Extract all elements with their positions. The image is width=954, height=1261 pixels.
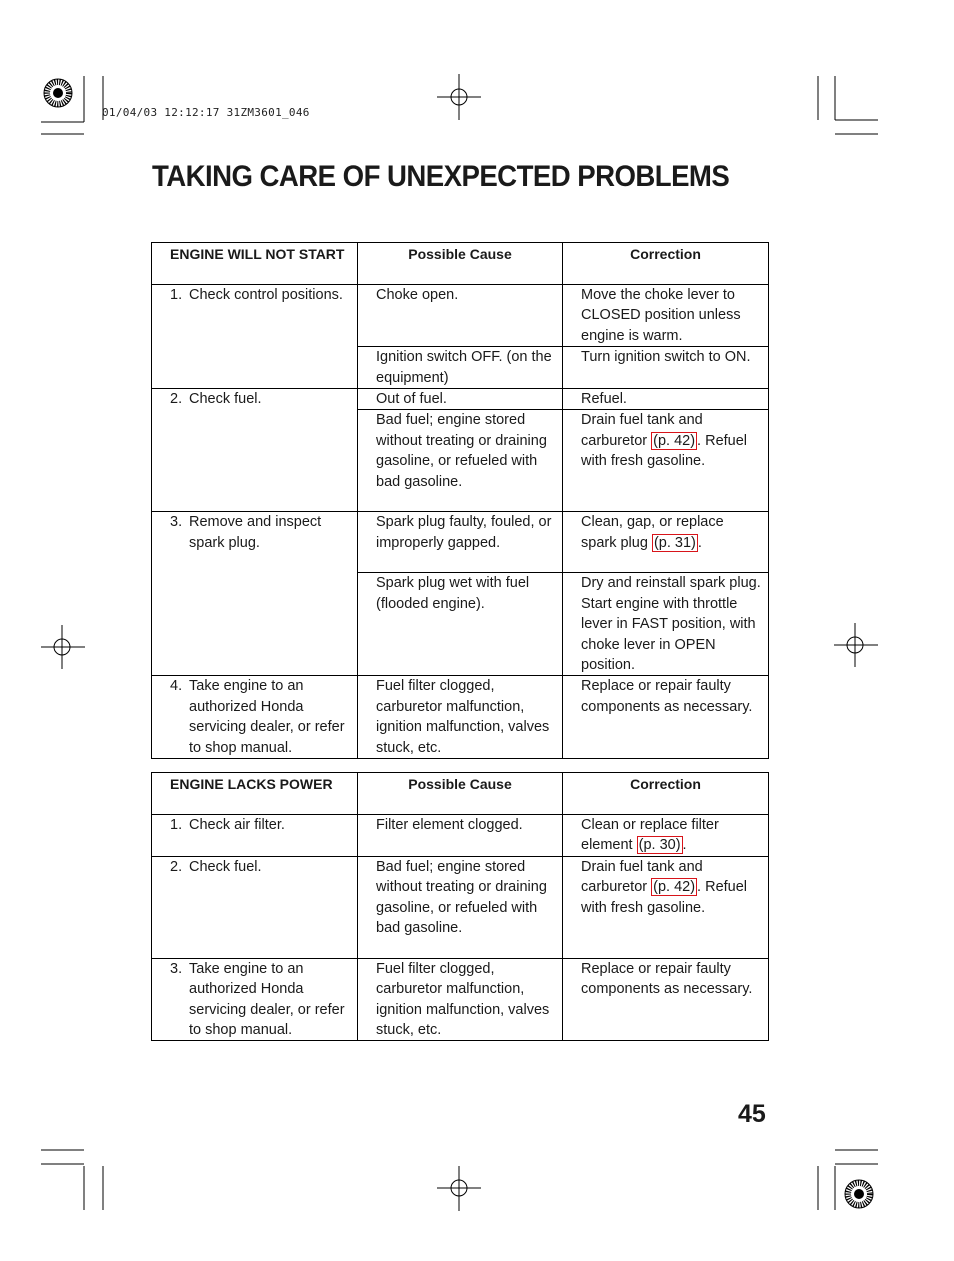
page-reference-link[interactable]: (p. 31) <box>653 534 696 551</box>
table-row <box>152 856 769 958</box>
engine-lacks-power-table <box>151 772 769 1041</box>
step-cell <box>152 285 358 389</box>
table-header-row <box>152 773 769 815</box>
step-number: 3. <box>170 960 183 977</box>
step-number: 1. <box>170 817 183 833</box>
cause-cell: Spark plug faulty, fouled, or improperly gapped. <box>358 512 563 573</box>
cause-cell: Filter element clogged. <box>358 815 563 857</box>
starburst-target-top-left <box>44 79 72 107</box>
step-cell <box>152 512 358 676</box>
table-row <box>152 512 769 573</box>
print-timestamp: 01/04/03 12:12:17 31ZM3601_046 <box>102 106 310 119</box>
correction-cell: Refuel. <box>563 389 769 410</box>
cause-cell: Spark plug wet with fuel (flooded engine). <box>358 573 563 676</box>
cause-cell: Out of fuel. <box>358 389 563 410</box>
step-cell <box>152 389 358 512</box>
step-text: Check air filter. <box>189 817 285 833</box>
correction-cell: Turn ignition switch to ON. <box>563 347 769 389</box>
page-reference-link[interactable]: (p. 42) <box>653 879 696 896</box>
correction-cell: Dry and reinstall spark plug. Start engine with throttle lever in FAST position, with choke lever in OPEN position. <box>563 573 769 676</box>
page-number: 45 <box>738 1100 766 1128</box>
problem-heading: ENGINE WILL NOT START <box>152 243 358 285</box>
table-row <box>152 676 769 759</box>
correction-heading: Correction <box>563 243 769 285</box>
table-row <box>152 958 769 1041</box>
correction-cell: Clean or replace filter element (p. 30) . <box>563 815 769 857</box>
cause-cell: Bad fuel; engine stored without treating or draining gasoline, or refueled with bad gasoline. <box>358 856 563 958</box>
step-number: 1. <box>170 287 183 303</box>
step-cell <box>152 958 358 1041</box>
step-text: Check fuel. <box>189 391 262 408</box>
cause-cell: Fuel filter clogged, carburetor malfunction, ignition malfunction, valves stuck, etc. <box>358 958 563 1041</box>
step-text: Remove and inspect spark plug. <box>189 514 322 551</box>
step-text: Check fuel. <box>189 858 262 875</box>
cause-cell: Ignition switch OFF. (on the equipment) <box>358 347 563 389</box>
step-cell <box>152 856 358 958</box>
page-title: TAKING CARE OF UNEXPECTED PROBLEMS <box>152 160 730 193</box>
engine-will-not-start-table <box>151 242 769 759</box>
step-cell <box>152 676 358 759</box>
step-cell <box>152 815 358 857</box>
step-text: Take engine to an authorized Honda servicing dealer, or refer to shop manual. <box>189 960 345 1039</box>
page-reference-link[interactable]: (p. 30) <box>638 837 681 854</box>
correction-cell: Drain fuel tank and carburetor (p. 42) . Refuel with fresh gasoline. <box>563 410 769 512</box>
table-row <box>152 815 769 857</box>
correction-cell: Move the choke lever to CLOSED position unless engine is warm. <box>563 285 769 347</box>
possible-cause-heading: Possible Cause <box>358 243 563 285</box>
table-row <box>152 285 769 347</box>
table-header-row <box>152 243 769 285</box>
correction-cell: Drain fuel tank and carburetor (p. 42) . Refuel with fresh gasoline. <box>563 856 769 958</box>
cause-cell: Fuel filter clogged, carburetor malfunction, ignition malfunction, valves stuck, etc. <box>358 676 563 759</box>
correction-heading: Correction <box>563 773 769 815</box>
step-text: Check control positions. <box>189 287 343 303</box>
cause-cell: Choke open. <box>358 285 563 347</box>
step-number: 4. <box>170 678 183 695</box>
cause-cell: Bad fuel; engine stored without treating or draining gasoline, or refueled with bad gasoline. <box>358 410 563 512</box>
correction-cell: Clean, gap, or replace spark plug (p. 31) . <box>563 512 769 573</box>
step-text: Take engine to an authorized Honda servicing dealer, or refer to shop manual. <box>189 678 345 756</box>
page-reference-link[interactable]: (p. 42) <box>653 432 696 449</box>
table-row <box>152 389 769 410</box>
step-number: 3. <box>170 514 183 531</box>
starburst-target-bottom-right <box>845 1180 873 1208</box>
possible-cause-heading: Possible Cause <box>358 773 563 815</box>
step-number: 2. <box>170 858 183 875</box>
step-number: 2. <box>170 391 183 408</box>
correction-cell: Replace or repair faulty components as necessary. <box>563 676 769 759</box>
problem-heading: ENGINE LACKS POWER <box>152 773 358 815</box>
correction-cell: Replace or repair faulty components as necessary. <box>563 958 769 1041</box>
